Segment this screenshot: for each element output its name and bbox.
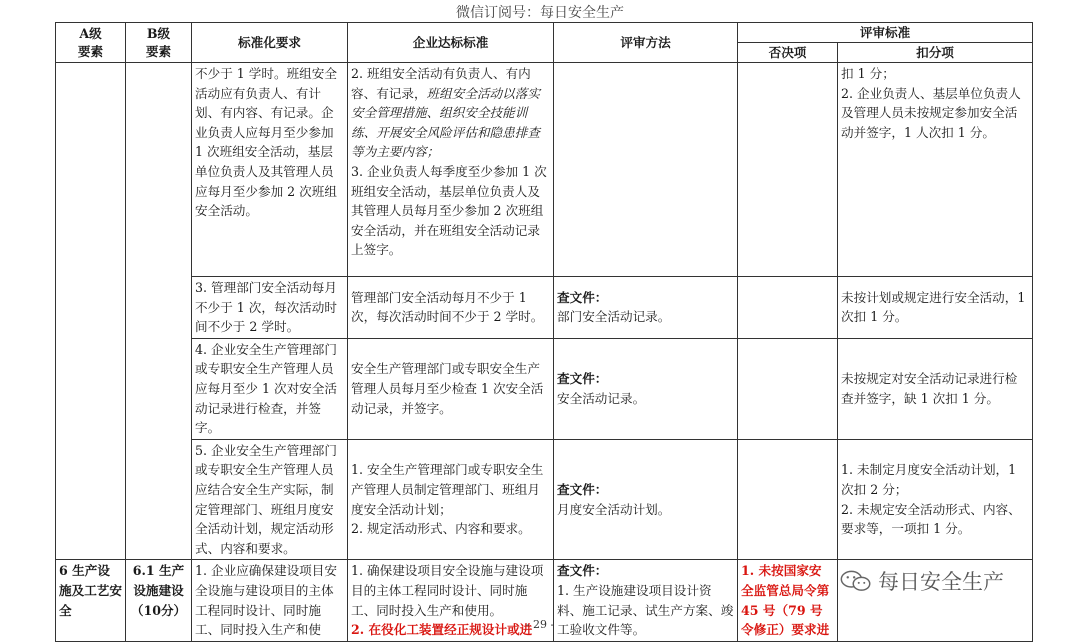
method-title: 查文件： <box>557 289 608 305</box>
standard-text: 1. 确保建设项目安全设施与建设项目的主体工程同时设计、同时施工、同时投入生产和使用。 <box>351 563 544 618</box>
wechat-icon <box>838 570 874 592</box>
veto-cell <box>738 338 838 439</box>
header-review-method: 评审方法 <box>554 23 738 63</box>
veto-cell: 1. 未按国家安全监管总局令第 45 号（79 号令修正）要求进 <box>738 560 838 642</box>
requirement-cell: 1. 企业应确保建设项目安全设施与建设项目的主体工程同时设计、同时施工、同时投入生产和使 <box>192 560 348 642</box>
method-title: 查文件： <box>557 371 608 387</box>
method-cell <box>554 277 738 339</box>
header-deduction-item: 扣分项 <box>838 43 1033 63</box>
deduction-cell: 未按规定对安全活动记录进行检查并签字，缺 1 次扣 1 分。 <box>838 338 1033 439</box>
watermark-text: 每日安全生产 <box>878 570 1004 594</box>
standard-cell: 管理部门安全活动每月不少于 1 次，每次活动时间不少于 2 学时。 <box>348 277 554 339</box>
requirement-cell: 3. 管理部门安全活动每月不少于 1 次，每次活动时间不少于 2 学时。 <box>192 277 348 339</box>
table-row <box>56 338 1033 439</box>
standard-cell: 安全生产管理部门或专职安全生产管理人员每月至少检查 1 次安全活动记录，并签字。 <box>348 338 554 439</box>
table-row <box>56 63 1033 277</box>
veto-cell <box>738 277 838 339</box>
standard-cell: 1. 安全生产管理部门或专职安全生产管理人员制定管理部门、班组月度安全活动计划； 2. 规定活动形式、内容和要求。 <box>348 439 554 560</box>
a-element-cell: 6 生产设施及工艺安全 <box>56 560 126 642</box>
deduction-cell: 扣 1 分； 2. 企业负责人、基层单位负责人及管理人员未按规定参加安全活动并签字，1 人次扣 1 分。 <box>838 63 1033 277</box>
a-element-cell <box>56 63 126 560</box>
standard-cell <box>348 63 554 277</box>
header-review-criteria: 评审标准 <box>738 23 1033 43</box>
header-a-element: A级 要素 <box>56 23 126 63</box>
header-enterprise-standard: 企业达标标准 <box>348 23 554 63</box>
method-body: 1. 生产设施建设项目设计资料、施工记录、试生产方案、竣工验收文件等。 <box>557 582 734 638</box>
standard-italic-text: 班组安全活动以落实安全管理措施、组织安全技能训练、开展安全风险评估和隐患排查等为主要内容； <box>351 85 540 160</box>
deduction-cell: 未按计划或规定进行安全活动，1 次扣 1 分。 <box>838 277 1033 339</box>
requirement-cell: 5. 企业安全生产管理部门或专职安全生产管理人员应结合安全生产实际，制定管理部门、班组月度安全活动计划，规定活动形式、内容和要求。 <box>192 439 348 560</box>
deduction-cell: 1. 未制定月度安全活动计划，1 次扣 2 分； 2. 未规定安全活动形式、内容、要求等，一项扣 1 分。 <box>838 439 1033 560</box>
header-veto-item: 否决项 <box>738 43 838 63</box>
requirement-cell: 4. 企业安全生产管理部门或专职安全生产管理人员应每月至少 1 次对安全活动记录进行检查，并签字。 <box>192 338 348 439</box>
method-cell <box>554 338 738 439</box>
veto-cell <box>738 63 838 277</box>
requirement-cell: 不少于 1 学时。班组安全活动应有负责人、有计划、有内容、有记录。企业负责人应每月至少参加 1 次班组安全活动，基层单位负责人及其管理人员应每月至少参加 2 次班组安全活动。 <box>192 63 348 277</box>
method-title: 查文件： <box>557 563 608 579</box>
table-row <box>56 439 1033 560</box>
method-cell <box>554 439 738 560</box>
header-standard-requirement: 标准化要求 <box>192 23 348 63</box>
b-element-cell: 6.1 生产设施建设（10分） <box>126 560 192 642</box>
watermark <box>838 566 1004 596</box>
standard-text-b: 3. 企业负责人每季度至少参加 1 次班组安全活动，基层单位负责人及其管理人员每月至少参加 2 次班组安全活动，并在班组安全活动记录上签字。 <box>351 163 547 258</box>
method-cell <box>554 63 738 277</box>
veto-cell <box>738 439 838 560</box>
standard-text: 2. 班组安全活动有负责人、有内容、有记录， <box>351 66 531 101</box>
method-title: 查文件： <box>557 481 608 497</box>
standard-red-text: 2. 在役化工装置经正规设计或进 <box>351 622 533 638</box>
page-number: - 29 - <box>525 618 555 631</box>
page-header-subscription: 微信订阅号：每日安全生产 <box>456 5 624 21</box>
standards-table <box>55 22 1033 642</box>
method-body: 部门安全活动记录。 <box>557 309 671 325</box>
method-body: 安全活动记录。 <box>557 390 646 406</box>
b-element-cell <box>126 63 192 560</box>
table-row <box>56 277 1033 339</box>
method-body: 月度安全活动计划。 <box>557 501 671 517</box>
header-b-element: B级 要素 <box>126 23 192 63</box>
